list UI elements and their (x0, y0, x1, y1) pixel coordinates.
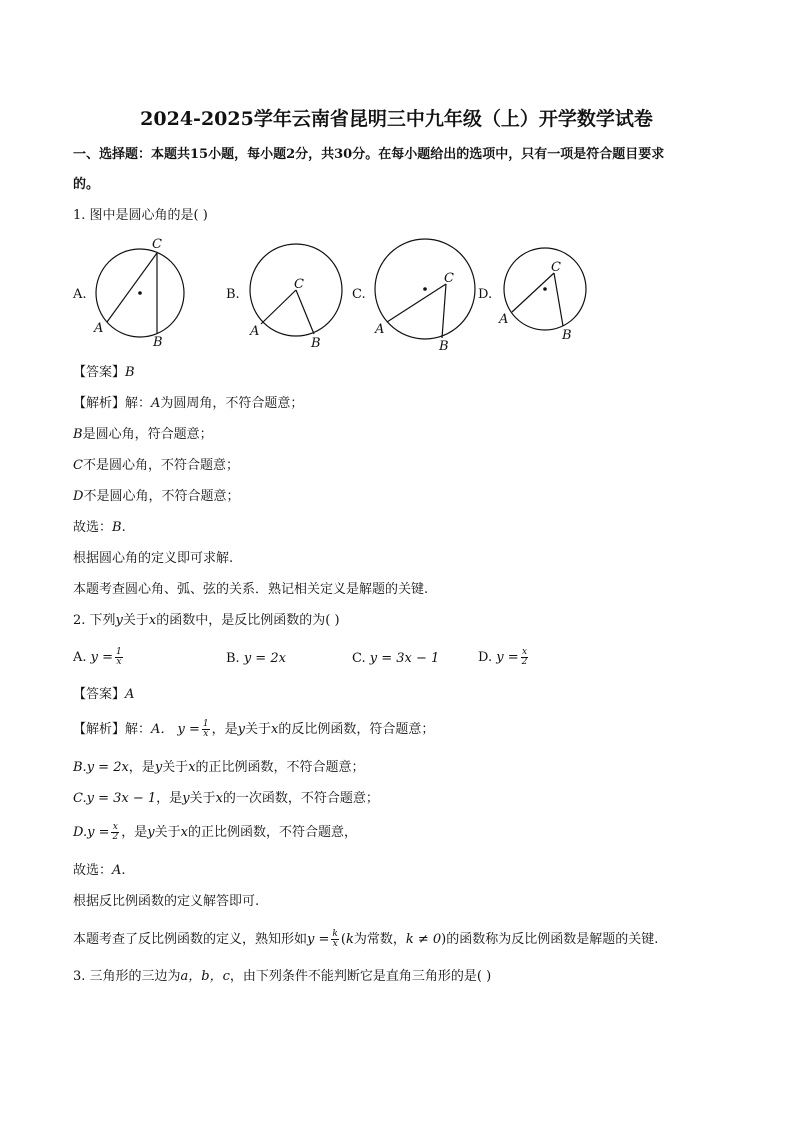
q1-figure-a (90, 236, 190, 348)
q1-choose: 故选：B. (73, 520, 126, 535)
label-c: C (444, 271, 454, 286)
q1-option-b-label: B. (226, 287, 240, 302)
q3-stem: 3. 三角形的三边为a，b，c，由下列条件不能判断它是直角三角形的是( ) (73, 969, 492, 984)
q2-analysis-c: C.y = 3x − 1，是y关于x的一次函数，不符合题意； (73, 791, 379, 806)
q2-option-b: B. y = 2x (226, 651, 286, 666)
q2-note2: 本题考查了反比例函数的定义，熟知形如y = $\frac{k}{x}$ (k为常数，k ≠ 0)的函数称为反比例函数是解题的关键. (73, 929, 659, 949)
label-c: C (294, 277, 304, 292)
q2-analysis-a: 【解析】解：A． y = $\frac{1}{x}$ ，是y关于x的反比例函数，符合题意； (73, 719, 435, 739)
q2-option-a: A. y = $\frac{1}{x}$ (73, 647, 122, 667)
q1-analysis-b: B是圆心角，符合题意； (73, 427, 213, 442)
label-c: C (551, 260, 561, 275)
q2-option-c: C. y = 3x − 1 (352, 651, 440, 666)
q1-option-d-label: D. (478, 287, 493, 302)
label-b: B (153, 335, 163, 350)
q2-analysis-b: B.y = 2x，是y关于x的正比例函数，不符合题意； (73, 760, 365, 775)
q2-analysis-d: D.y = $\frac{x}{2}$ ，是y关于x的正比例函数，不符合题意， (73, 822, 357, 842)
q1-figure-c (372, 238, 482, 352)
q1-analysis-c: C不是圆心角，不符合题意； (73, 458, 239, 473)
label-a: A (375, 322, 385, 337)
q2-stem: 2. 下列y关于x的函数中，是反比例函数的为( ) (73, 613, 340, 628)
label-a: A (499, 312, 509, 327)
q1-analysis-d: D不是圆心角，不符合题意； (73, 489, 240, 504)
q1-note1: 根据圆心角的定义即可求解. (73, 551, 234, 566)
q2-answer: 【答案】A (73, 687, 135, 702)
section-heading: 一、选择题：本题共15小题，每小题2分，共30分。在每小题给出的选项中，只有一项是符合题目要求 (73, 147, 665, 162)
label-a: A (94, 321, 104, 336)
q1-answer: 【答案】B (73, 365, 135, 380)
label-b: B (562, 328, 572, 343)
label-b: B (439, 339, 449, 354)
q1-option-a-label: A. (73, 287, 87, 302)
section-heading-cont: 的。 (73, 177, 100, 192)
page-title: 2024-2025学年云南省昆明三中九年级（上）开学数学试卷 (140, 108, 653, 130)
q1-option-c-label: C. (352, 287, 366, 302)
label-c: C (152, 237, 162, 252)
q1-stem: 1. 图中是圆心角的是( ) (73, 208, 208, 223)
label-a: A (250, 324, 260, 339)
q1-figure-b (246, 240, 346, 352)
q1-note2: 本题考查圆心角、弧、弦的关系．熟记相关定义是解题的关键. (73, 582, 429, 597)
q2-note1: 根据反比例函数的定义解答即可. (73, 894, 260, 909)
q1-analysis-a: 【解析】解：A为圆周角，不符合题意； (73, 396, 304, 411)
q2-choose: 故选：A. (73, 863, 126, 878)
q1-figure-d (496, 246, 596, 346)
q2-option-d: D. y = $\frac{x}{2}$ (478, 647, 528, 667)
label-b: B (311, 336, 321, 351)
